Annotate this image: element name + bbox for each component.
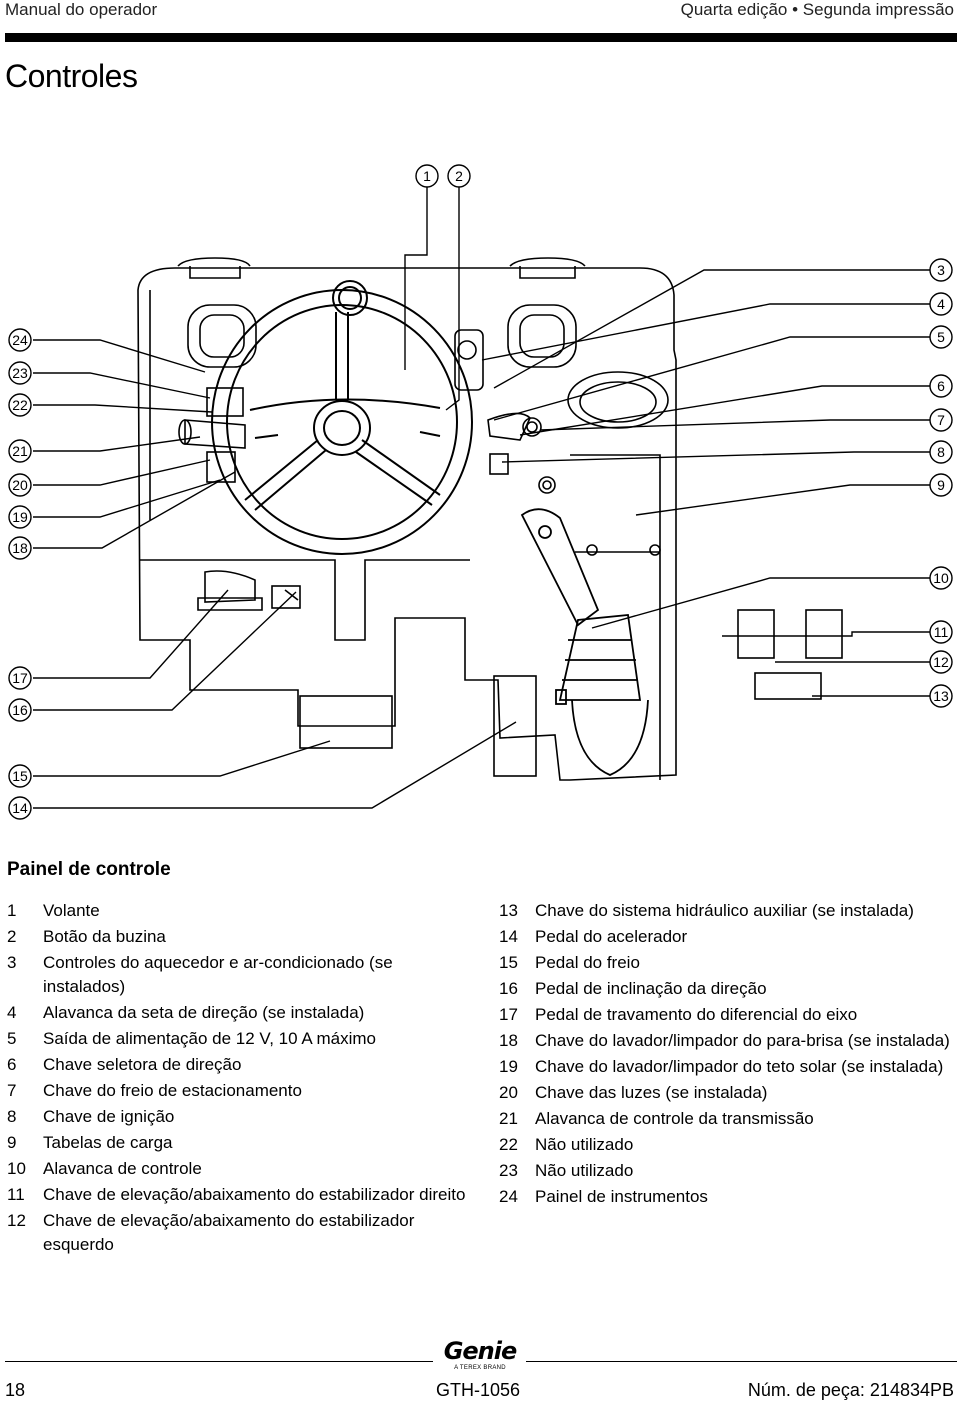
legend-item <box>499 1185 959 1209</box>
legend-text: Controles do aquecedor e ar-condicionado (se instalados) <box>43 953 393 996</box>
legend-item <box>7 1105 477 1129</box>
legend-number: 16 <box>499 979 518 998</box>
load-chart-panel <box>570 455 660 780</box>
legend-number: 13 <box>499 901 518 920</box>
page-title: Controles <box>5 58 138 94</box>
callout-number: 9 <box>937 477 945 493</box>
legend-number: 21 <box>499 1109 518 1128</box>
legend-number: 10 <box>7 1159 26 1178</box>
legend-number: 3 <box>7 953 17 972</box>
legend-item <box>7 1183 477 1207</box>
legend-right-column <box>499 899 959 1211</box>
legend-item <box>499 1107 959 1131</box>
logo-wordmark: Genie <box>443 1337 517 1365</box>
legend-item <box>499 1081 959 1105</box>
legend-text: Alavanca da seta de direção (se instalada) <box>43 1003 365 1022</box>
legend-text: Chave de ignição <box>43 1107 175 1126</box>
footer-rule-left <box>5 1361 433 1362</box>
legend-text: Chave das luzes (se instalada) <box>535 1083 768 1102</box>
legend-item <box>7 925 477 949</box>
genie-logo <box>440 1338 520 1372</box>
legend-number: 5 <box>7 1029 17 1048</box>
legend-number: 17 <box>499 1005 518 1024</box>
legend-item <box>499 977 959 1001</box>
legend-item <box>499 925 959 949</box>
legend-item <box>7 1053 477 1077</box>
callout-number: 10 <box>933 570 949 586</box>
logo-tagline: A TEREX BRAND <box>454 1365 506 1371</box>
legend-number: 20 <box>499 1083 518 1102</box>
legend-text: Chave do lavador/limpador do para-brisa (se instalada) <box>535 1031 950 1050</box>
header-edition: Quarta edição • Segunda impressão <box>680 0 954 19</box>
legend-text: Alavanca de controle da transmissão <box>535 1109 814 1128</box>
legend-item <box>7 1131 477 1155</box>
legend-item <box>7 1027 477 1051</box>
callout-number: 20 <box>12 477 28 493</box>
callout-number: 13 <box>933 688 949 704</box>
callout-number: 16 <box>12 702 28 718</box>
legend-text: Tabelas de carga <box>43 1133 173 1152</box>
legend-text: Volante <box>43 901 100 920</box>
legend-text: Chave de elevação/abaixamento do estabilizador direito <box>43 1185 466 1204</box>
legend-text: Painel de instrumentos <box>535 1187 708 1206</box>
callout-number: 1 <box>423 168 431 184</box>
legend-number: 8 <box>7 1107 17 1126</box>
legend-number: 2 <box>7 927 17 946</box>
legend-number: 9 <box>7 1133 17 1152</box>
legend-item <box>499 1055 959 1079</box>
callout-number: 24 <box>12 332 28 348</box>
callout-number: 22 <box>12 397 28 413</box>
legend-item <box>499 951 959 975</box>
legend-text: Pedal do acelerador <box>535 927 688 946</box>
callout-number: 5 <box>937 329 945 345</box>
callout-number: 6 <box>937 378 945 394</box>
legend-item <box>7 899 477 923</box>
legend-number: 11 <box>7 1185 25 1204</box>
legend-item <box>499 1029 959 1053</box>
legend-text: Botão da buzina <box>43 927 166 946</box>
callout-number: 23 <box>12 365 28 381</box>
legend-number: 24 <box>499 1187 518 1206</box>
legend-item <box>7 1157 477 1181</box>
legend-item <box>7 1079 477 1103</box>
pedals <box>198 571 536 776</box>
legend-item <box>499 899 959 923</box>
leader-lines <box>33 187 930 808</box>
part-number: Núm. de peça: 214834PB <box>747 1380 954 1400</box>
legend-item <box>499 1159 959 1183</box>
stabilizer-switch-panel <box>738 610 842 699</box>
legend-text: Alavanca de controle <box>43 1159 202 1178</box>
callout-number: 18 <box>12 540 28 556</box>
legend-text: Chave do lavador/limpador do teto solar (se instalada) <box>535 1057 944 1076</box>
callout-number: 4 <box>937 296 945 312</box>
steering-wheel <box>212 281 472 554</box>
legend-text: Chave seletora de direção <box>43 1055 242 1074</box>
legend-item <box>7 951 477 999</box>
legend-number: 6 <box>7 1055 17 1074</box>
legend-item <box>499 1133 959 1157</box>
legend-number: 22 <box>499 1135 518 1154</box>
legend-number: 18 <box>499 1031 518 1050</box>
callout-number: 15 <box>12 768 28 784</box>
legend-text: Não utilizado <box>535 1135 634 1154</box>
legend-number: 4 <box>7 1003 17 1022</box>
control-panel-diagram <box>0 150 960 830</box>
callout-number: 21 <box>12 443 28 459</box>
legend-number: 15 <box>499 953 518 972</box>
page-number: 18 <box>5 1380 26 1400</box>
model-number: GTH-1056 <box>436 1380 521 1400</box>
legend-number: 14 <box>499 927 518 946</box>
legend-item <box>7 1001 477 1025</box>
legend-text: Chave do sistema hidráulico auxiliar (se instalada) <box>535 901 914 920</box>
legend-text: Chave de elevação/abaixamento do estabilizador esquerdo <box>43 1211 415 1254</box>
legend-text: Pedal de travamento do diferencial do eixo <box>535 1005 858 1024</box>
legend-text: Pedal de inclinação da direção <box>535 979 767 998</box>
legend-left-column <box>7 899 477 1259</box>
legend-text: Chave do freio de estacionamento <box>43 1081 302 1100</box>
legend-item <box>499 1003 959 1027</box>
callout-number: 17 <box>12 670 28 686</box>
legend-number: 23 <box>499 1161 518 1180</box>
legend-text: Saída de alimentação de 12 V, 10 A máximo <box>43 1029 376 1048</box>
callout-number: 11 <box>933 624 949 640</box>
callout-number: 12 <box>933 654 949 670</box>
header-manual-title: Manual do operador <box>5 0 158 19</box>
callout-number: 14 <box>12 800 28 816</box>
callout-number: 19 <box>12 509 28 525</box>
legend-text: Pedal do freio <box>535 953 640 972</box>
legend-number: 7 <box>7 1081 17 1100</box>
callout-number: 7 <box>937 412 945 428</box>
legend-number: 1 <box>7 901 17 920</box>
callout-number: 3 <box>937 262 945 278</box>
footer-rule-right <box>526 1361 957 1362</box>
ignition-area <box>455 330 555 493</box>
legend-item <box>7 1209 477 1257</box>
legend-text: Não utilizado <box>535 1161 634 1180</box>
header-rule <box>5 33 957 42</box>
legend-number: 19 <box>499 1057 518 1076</box>
legend-number: 12 <box>7 1211 26 1230</box>
section-title: Painel de controle <box>7 859 171 880</box>
callout-number: 8 <box>937 444 945 460</box>
callout-number: 2 <box>455 168 463 184</box>
